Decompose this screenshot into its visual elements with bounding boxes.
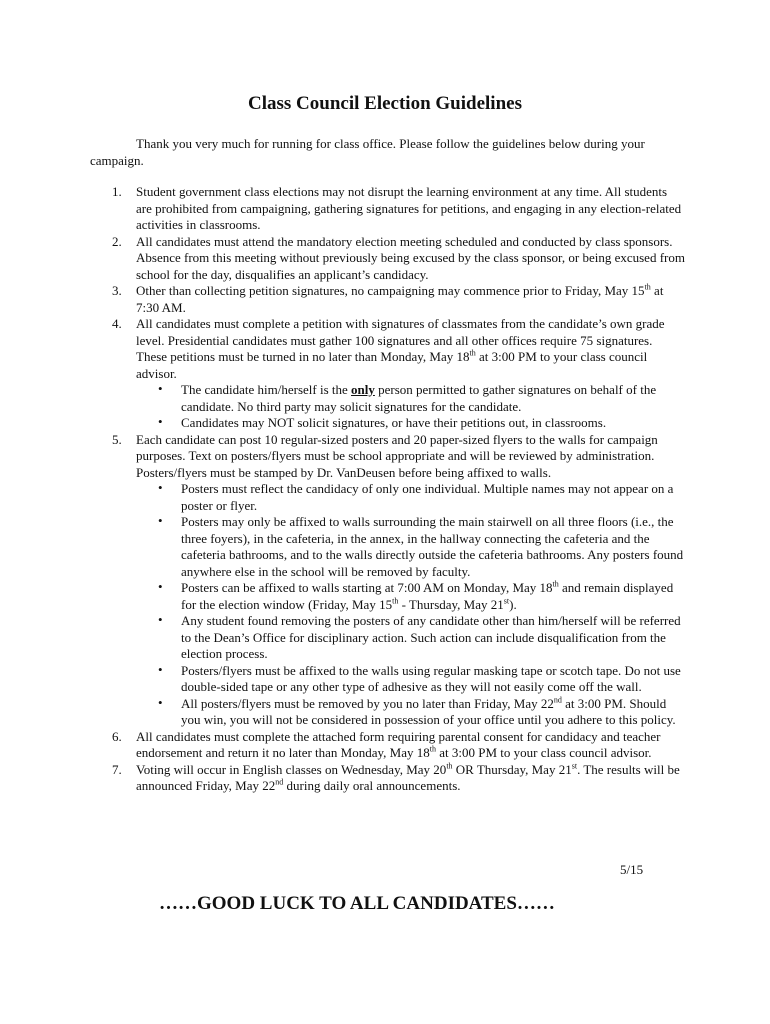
sub-item: • Candidates may NOT solicit signatures, or have their petitions out, in classrooms. <box>158 414 607 430</box>
guideline-item-1 <box>90 184 685 234</box>
guideline-item-2 <box>90 234 685 284</box>
sub-item: • Posters/flyers must be affixed to the walls using regular masking tape or scotch tape. Do not use double-sided tape or any other type of adhesive as they will not easily come off the wall. <box>158 661 681 694</box>
sub-item: • The candidate him/herself is the only person permitted to gather signatures on behalf of the candidate. No third party may solicit signatures for the candidate. <box>158 381 657 414</box>
sub-item: • Posters must reflect the candidacy of only one individual. Multiple names may not appear on a poster or flyer. <box>158 480 674 513</box>
ordinal-suffix: th <box>644 282 651 292</box>
item-number: 4. <box>112 316 122 331</box>
item-number: 5. <box>112 431 122 447</box>
sub-item: • Posters can be affixed to walls starting at 7:00 AM on Monday, May 18th and remain displayed for the election window (Friday, May 15th - Thursday, May 21st). <box>158 579 674 612</box>
emphasis-only: only <box>351 382 375 397</box>
bullet-icon: • <box>158 513 163 528</box>
bullet-icon: • <box>158 579 163 594</box>
ordinal-suffix: th <box>469 348 476 358</box>
sub-item: • All posters/flyers must be removed by you no later than Friday, May 22nd at 3:00 PM. Should you win, you will not be considered in possession of your office until you adhere to this policy. <box>158 694 676 727</box>
item-number: 1. <box>112 184 122 199</box>
bullet-icon: • <box>158 694 163 710</box>
bullet-icon: • <box>158 381 163 396</box>
item-text: Other than collecting petition signatures, no campaigning may commence prior to Friday, May 15th at 7:30 AM. <box>136 282 664 315</box>
guideline-item-7 <box>90 762 685 795</box>
intro-paragraph: Thank you very much for running for class office. Please follow the guidelines below during your campaign. <box>90 136 645 168</box>
guidelines-list <box>90 184 685 795</box>
bullet-icon: • <box>158 612 163 627</box>
item-text: All candidates must complete a petition with signatures of classmates from the candidate’s own grade level. Presidential candidates must gather 100 signatures and all other offices require 75 signatures. These petitions must be turned in no later than Monday, May 18th at 3:00 PM to your class council advisor. <box>136 316 665 381</box>
item-text: All candidates must complete the attached form requiring parental consent for candidacy and teacher endorsement and return it no later than Monday, May 18th at 3:00 PM to your class council advisor. <box>136 728 661 760</box>
item-text: All candidates must attend the mandatory election meeting scheduled and conducted by class sponsors. Absence from this meeting without previously being excused by the class sponsor, or being excused from school for the day, disqualifies an applicant’s candidacy. <box>136 233 685 282</box>
item-number: 7. <box>112 761 122 777</box>
sub-item: • Posters may only be affixed to walls surrounding the main stairwell on all three floors (i.e., the three foyers), in the cafeteria, in the annex, in the hallway connecting the cafeteria and the cafeteria bathrooms, and to the walls directly outside the cafeteria bathrooms. Any posters found anywhere else in the school will be removed by faculty. <box>158 513 684 579</box>
document-title: Class Council Election Guidelines <box>248 93 522 114</box>
closing-message: ……GOOD LUCK TO ALL CANDIDATES…… <box>159 893 555 914</box>
bullet-icon: • <box>158 414 163 429</box>
item-text: Student government class elections may not disrupt the learning environment at any time. All students are prohibited from campaigning, gathering signatures for petitions, and engaging in any election-related activities in classrooms. <box>136 184 682 232</box>
guideline-item-6 <box>90 729 685 762</box>
guideline-item-4 <box>90 316 685 432</box>
bullet-icon: • <box>158 661 163 677</box>
guideline-item-5 <box>90 432 685 729</box>
sub-item: • Any student found removing the posters of any candidate other than him/herself will be referred to the Dean’s Office for disciplinary action. Such action can include disqualification from the election process. <box>158 612 681 661</box>
sub-list <box>136 481 685 729</box>
item-text: Voting will occur in English classes on Wednesday, May 20th OR Thursday, May 21st. The results will be announced Friday, May 22nd during daily oral announcements. <box>136 761 680 793</box>
item-text: Each candidate can post 10 regular-sized posters and 20 paper-sized flyers to the walls for campaign purposes. Text on posters/flyers must be school appropriate and will be reviewed by administration. Posters/flyers must be stamped by Dr. VanDeusen before being affixed to walls. <box>136 431 658 480</box>
sub-list <box>136 382 685 432</box>
item-number: 6. <box>112 728 122 744</box>
bullet-icon: • <box>158 480 163 495</box>
guideline-item-3 <box>90 283 685 316</box>
document-date: 5/15 <box>620 862 644 877</box>
item-number: 3. <box>112 283 122 298</box>
item-number: 2. <box>112 233 122 249</box>
